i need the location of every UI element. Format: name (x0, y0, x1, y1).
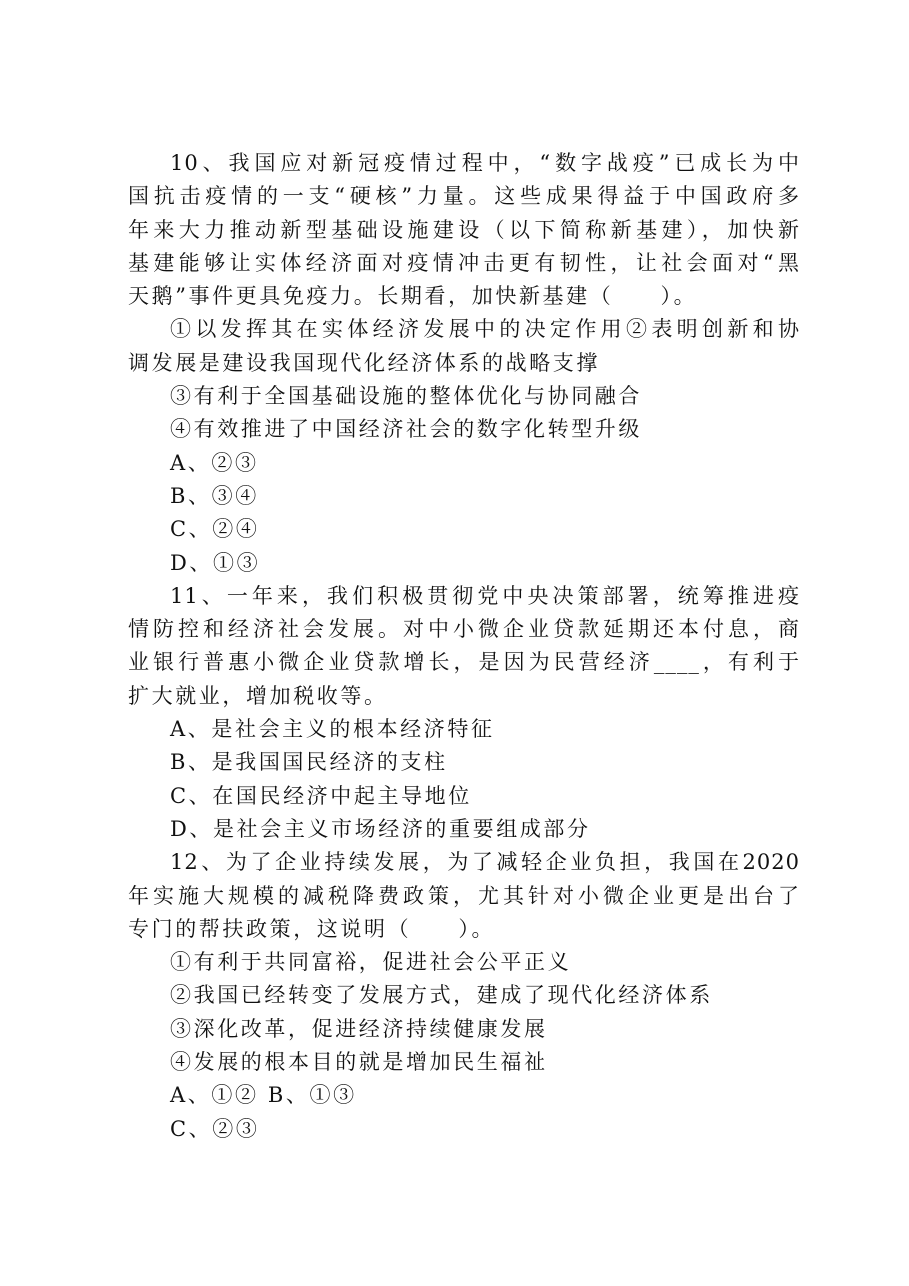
question-stem-line: 年实施大规模的减税降费政策，尤其针对小微企业更是出台了 (128, 883, 800, 908)
answer-option: C、在国民经济中起主导地位 (170, 783, 472, 808)
question-stem-line: 10、我国应对新冠疫情过程中，“数字战疫”已成长为中 (170, 151, 800, 175)
question-stem-line: 基建能够让实体经济面对疫情冲击更有韧性，让社会面对“黑 (128, 250, 800, 275)
answer-option: B、③④ (170, 483, 259, 508)
answer-option: A、是社会主义的根本经济特征 (170, 717, 495, 742)
statement-line: ③深化改革，促进经济持续健康发展 (170, 1016, 548, 1041)
question-list (128, 147, 800, 1146)
statement-line: ②我国已经转变了发展方式，建成了现代化经济体系 (170, 983, 713, 1008)
answer-option: B、是我国国民经济的支柱 (170, 750, 448, 775)
question-12 (128, 846, 800, 1146)
question-stem-line: 12、为了企业持续发展，为了减轻企业负担，我国在2020 (170, 850, 800, 875)
question-11 (128, 580, 800, 846)
question-stem-line: 国抗击疫情的一支“硬核”力量。这些成果得益于中国政府多 (128, 184, 800, 209)
statement-line: ④发展的根本目的就是增加民生福祉 (170, 1050, 548, 1075)
statement-line: ④有效推进了中国经济社会的数字化转型升级 (170, 417, 642, 442)
answer-option: A、①② B、①③ (170, 1083, 357, 1108)
answer-option: C、②③ (170, 1116, 260, 1141)
answer-option: D、①③ (170, 550, 261, 575)
statement-line: ③有利于全国基础设施的整体优化与协同融合 (170, 384, 642, 409)
statement-line: ①有利于共同富裕，促进社会公平正义 (170, 950, 572, 975)
statement-line: ①以发挥其在实体经济发展中的决定作用②表明创新和协 (170, 317, 800, 342)
question-stem-line: 扩大就业，增加税收等。 (128, 683, 388, 708)
question-stem-line: 业银行普惠小微企业贷款增长，是因为民营经济____，有利于 (128, 650, 800, 675)
question-stem-line: 情防控和经济社会发展。对中小微企业贷款延期还本付息，商 (128, 617, 800, 642)
question-stem-line: 11、一年来，我们积极贯彻党中央决策部署，统筹推进疫 (170, 583, 800, 608)
answer-option: A、②③ (170, 450, 259, 475)
question-stem-line: 天鹅”事件更具免疫力。长期看，加快新基建（ ）。 (128, 284, 698, 309)
question-stem-line: 专门的帮扶政策，这说明（ ）。 (128, 916, 496, 941)
answer-option: D、是社会主义市场经济的重要组成部分 (170, 816, 591, 841)
question-stem-line: 年来大力推动新型基础设施建设（以下简称新基建），加快新 (128, 217, 800, 242)
question-10 (128, 147, 800, 580)
answer-option: C、②④ (170, 517, 260, 542)
statement-line: 调发展是建设我国现代化经济体系的战略支撑 (128, 350, 600, 375)
